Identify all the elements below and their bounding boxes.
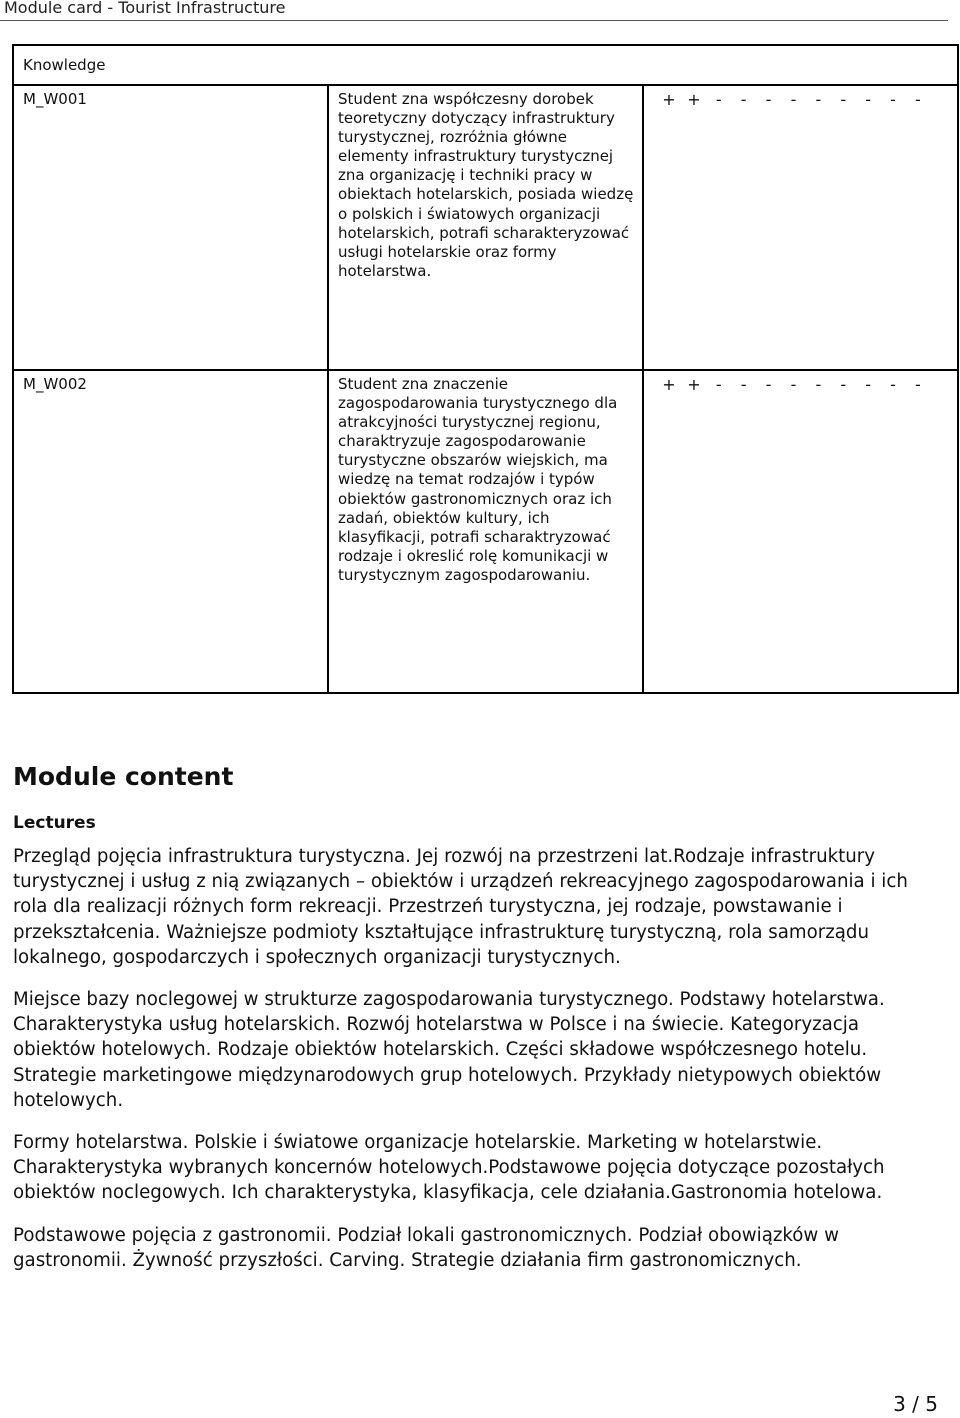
table-row (13, 370, 958, 693)
mark: - (865, 90, 872, 109)
page-number: 3 / 5 (893, 1392, 938, 1416)
mark: + (662, 375, 676, 394)
mark: - (765, 90, 772, 109)
mark: - (715, 90, 722, 109)
knowledge-heading: Knowledge (23, 56, 106, 74)
outcome-marks-cell (643, 370, 958, 693)
mark: - (815, 375, 822, 394)
mark: + (687, 90, 701, 109)
mark: + (662, 90, 676, 109)
lecture-paragraph: Przegląd pojęcia infrastruktura turystyczna. Jej rozwój na przestrzeni lat.Rodzaje infrastruktury turystycznej i usług z nią związanych – obiektów i urządzeń rekreacyjnego zagospodarowania i ich rola dla realizacji różnych form rekreacji. Przestrzeń turystyczna, jej rodzaje, powstawanie i przekształcenia. Ważniejsze podmioty kształtujące infrastrukturę turystyczną, rola samorządu lokalnego, gospodarczych i społecznych organizacji turystycznych. (13, 846, 908, 968)
outcome-description-cell (328, 85, 643, 370)
table-row (13, 85, 958, 370)
module-content-section (13, 760, 943, 1273)
mark: - (740, 375, 747, 394)
lecture-paragraph: Formy hotelarstwa. Polskie i światowe organizacje hotelarskie. Marketing w hotelarstwie. Charakterystyka wybranych koncernów hotelowych.Podstawowe pojęcia dotyczące pozostałych obiektów noclegowych. Ich charakterystyka, klasyfikacja, cele działania.Gastronomia hotelowa. (13, 1132, 885, 1204)
knowledge-header-cell (13, 45, 958, 85)
mark: - (840, 90, 847, 109)
mark: - (790, 90, 797, 109)
mark: - (715, 375, 722, 394)
mark: - (840, 375, 847, 394)
outcome-marks (644, 86, 957, 109)
mark: + (687, 375, 701, 394)
outcome-code-cell (13, 85, 328, 370)
outcome-description: Student zna współczesny dorobek teoretyczny dotyczący infrastruktury turystycznej, rozróżnia główne elementy infrastruktury turystycznej zna organizację i techniki pracy w obiektach hotelarskich, posiada wiedzę o polskich i światowych organizacji hotelarskich, potrafi scharakteryzować usługi hotelarskie oraz formy hotelarstwa. (338, 90, 634, 280)
outcome-description: Student zna znaczenie zagospodarowania turystycznego dla atrakcyjności turystycznej regionu, charaktryzuje zagospodarowanie turystyczne obszarów wiejskich, ma wiedzę na temat rodzajów i typów obiektów gastronomicznych oraz ich zadań, obiektów kultury, ich klasyfikacji, potrafi scharaktryzować rodzaje i okreslić rolę komunikacji w turystycznym zagospodarowaniu. (338, 375, 618, 584)
learning-outcomes-table (12, 44, 959, 694)
mark: - (915, 375, 921, 394)
table-header-row (13, 45, 958, 85)
mark: - (915, 90, 921, 109)
lecture-paragraph: Miejsce bazy noclegowej w strukturze zagospodarowania turystycznego. Podstawy hotelarstwa. Charakterystyka usług hotelarskich. Rozwój hotelarstwa w Polsce i na świecie. Kategoryzacja obiektów hotelowych. Rodzaje obiektów hotelarskich. Części składowe współczesnego hotelu. Strategie marketingowe międzynarodowych grup hotelowych. Przykłady nietypowych obiektów hotelowych. (13, 989, 885, 1111)
mark: - (890, 375, 896, 394)
outcome-code: M_W001 (23, 90, 87, 108)
outcome-code-cell (13, 370, 328, 693)
mark: - (865, 375, 872, 394)
lectures-heading: Lectures (13, 813, 96, 833)
mark: - (815, 90, 822, 109)
document-title: Module card - Tourist Infrastructure (4, 0, 286, 17)
outcome-code: M_W002 (23, 375, 87, 393)
outcome-marks (644, 371, 957, 394)
module-content-heading: Module content (13, 762, 234, 791)
mark: - (890, 90, 896, 109)
mark: - (740, 90, 747, 109)
mark: - (790, 375, 797, 394)
outcome-marks-cell (643, 85, 958, 370)
page-header (0, 0, 948, 21)
lecture-paragraph: Podstawowe pojęcia z gastronomii. Podział lokali gastronomicznych. Podział obowiązków w gastronomii. Żywność przyszłości. Carving. Strategie działania firm gastronomicznych. (13, 1224, 839, 1271)
mark: - (765, 375, 772, 394)
outcome-description-cell (328, 370, 643, 693)
